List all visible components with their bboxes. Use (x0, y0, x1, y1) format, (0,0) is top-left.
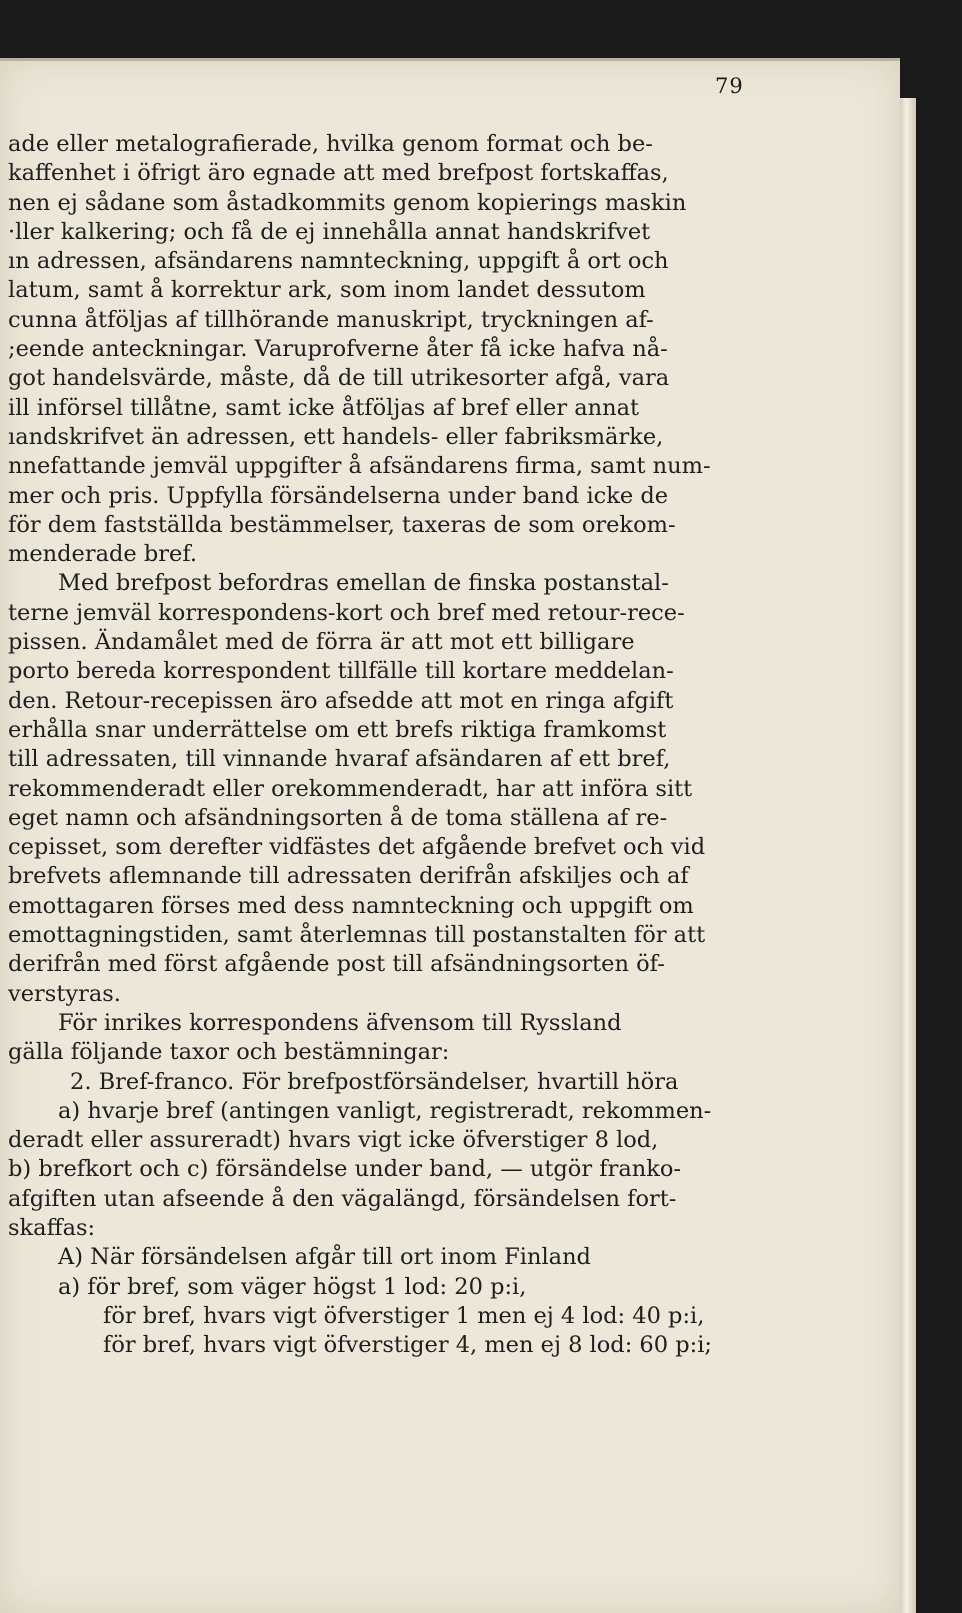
text-line: a) hvarje bref (antingen vanligt, registreradt, rekommen- (58, 1097, 712, 1124)
page-number: 79 (715, 74, 744, 98)
text-line: terne jemväl korrespondens-kort och bref med retour-rece- (8, 599, 685, 626)
text-line: brefvets aflemnande till adressaten derifrån afskiljes och af (8, 863, 689, 890)
text-line: till adressaten, till vinnande hvaraf afsändaren af ett bref, (8, 746, 671, 773)
text-line: ;eende anteckningar. Varuprofverne åter få icke hafva nå- (8, 336, 668, 363)
text-line: nnefattande jemväl uppgifter å afsändarens firma, samt num- (8, 453, 711, 480)
text-line: skaffas: (8, 1214, 96, 1241)
body-text (8, 130, 800, 1360)
page-top-edge (0, 58, 900, 61)
text-line: got handelsvärde, måste, då de till utrikesorter afgå, vara (8, 365, 670, 392)
text-line: menderade bref. (8, 541, 198, 568)
text-line: nen ej sådane som åstadkommits genom kopierings maskin (8, 189, 687, 216)
text-line: ın adressen, afsändarens namnteckning, uppgift å ort och (8, 248, 669, 275)
text-line: eget namn och afsändningsorten å de toma ställena af re- (8, 804, 668, 831)
page-stack-edge (900, 98, 916, 1613)
text-line: erhålla snar underrättelse om ett brefs riktiga framkomst (8, 716, 667, 743)
text-line: ·ller kalkering; och få de ej innehålla annat handskrifvet (8, 218, 651, 245)
text-line: afgiften utan afseende å den vägalängd, försändelsen fort- (8, 1185, 677, 1212)
text-line: derifrån med först afgående post till afsändningsorten öf- (8, 951, 665, 978)
text-line: ill införsel tillåtne, samt icke åtföljas af bref eller annat (8, 394, 640, 421)
text-line: mer och pris. Uppfylla försändelserna under band icke de (8, 482, 669, 509)
text-line: ıandskrifvet än adressen, ett handels- eller fabriksmärke, (8, 423, 664, 450)
text-line: för bref, hvars vigt öfverstiger 1 men ej 4 lod: 40 p:i, (103, 1302, 705, 1329)
book-page (0, 58, 900, 1613)
text-line: verstyras. (8, 980, 121, 1007)
section-heading: 2. Bref-franco. För brefpostförsändelser, hvartill höra (70, 1068, 679, 1095)
text-line: gälla följande taxor och bestämningar: (8, 1039, 450, 1066)
text-line: för bref, hvars vigt öfverstiger 4, men ej 8 lod: 60 p:i; (103, 1332, 712, 1359)
paragraph-start: För inrikes korrespondens äfvensom till Ryssland (58, 1009, 622, 1036)
text-line: ade eller metalografierade, hvilka genom format och be- (8, 131, 653, 157)
text-line: A) När försändelsen afgår till ort inom Finland (58, 1244, 591, 1271)
text-line: deradt eller assureradt) hvars vigt icke öfverstiger 8 lod, (8, 1127, 659, 1154)
text-line: pissen. Ändamålet med de förra är att mot ett billigare (8, 629, 635, 656)
text-line: porto bereda korrespondent tillfälle till kortare meddelan- (8, 658, 674, 685)
paragraph-start: Med brefpost befordras emellan de finska postanstal- (58, 570, 669, 597)
text-line: emottagaren förses med dess namnteckning och uppgift om (8, 892, 694, 919)
text-line: rekommenderadt eller orekommenderadt, har att införa sitt (8, 775, 693, 802)
text-line: kaffenhet i öfrigt äro egnade att med brefpost fortskaffas, (8, 160, 669, 187)
text-line: för dem fastställda bestämmelser, taxeras de som orekom- (8, 511, 676, 538)
text-line: den. Retour-recepissen äro afsedde att mot en ringa afgift (8, 687, 674, 714)
text-line: a) för bref, som väger högst 1 lod: 20 p:i, (58, 1273, 527, 1300)
text-line: cunna åtföljas af tillhörande manuskript, tryckningen af- (8, 306, 654, 333)
text-line: latum, samt å korrektur ark, som inom landet dessutom (8, 277, 646, 304)
text-line: emottagningstiden, samt återlemnas till postanstalten för att (8, 922, 706, 949)
text-line: cepisset, som derefter vidfästes det afgående brefvet och vid (8, 834, 706, 861)
text-line: b) brefkort och c) försändelse under band, — utgör franko- (8, 1156, 682, 1183)
